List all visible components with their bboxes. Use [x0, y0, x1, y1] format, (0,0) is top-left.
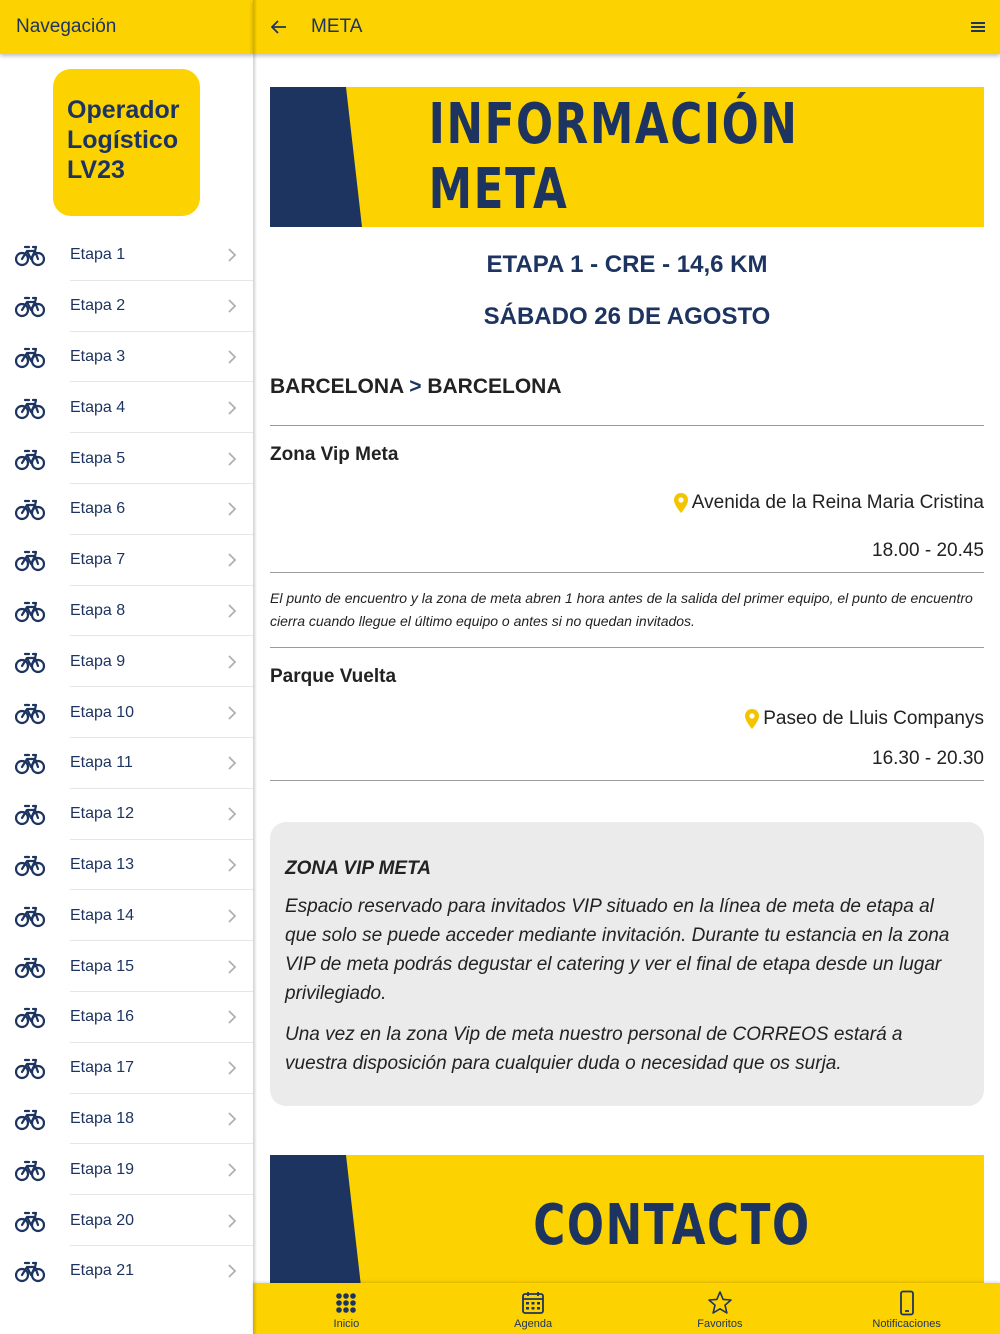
sidebar-item-etapa-1[interactable] — [0, 230, 253, 281]
menu-button[interactable] — [958, 0, 998, 54]
sidebar-item-label: Etapa 13 — [70, 855, 135, 873]
star-icon — [707, 1290, 733, 1316]
chevron-right-icon — [227, 909, 237, 923]
sidebar-item-etapa-17[interactable] — [0, 1043, 253, 1094]
sidebar-item-etapa-5[interactable] — [0, 433, 253, 484]
brand-line-1: Operador — [67, 96, 180, 124]
chevron-right-icon — [227, 807, 237, 821]
chevron-right-icon — [227, 960, 237, 974]
bicycle-icon — [15, 243, 45, 267]
bicycle-icon — [15, 1005, 45, 1029]
zone-title: Parque Vuelta — [270, 666, 397, 687]
sidebar-item-label: Etapa 10 — [70, 703, 135, 721]
drawer-shadow — [253, 0, 257, 1334]
info-box-paragraph: Espacio reservado para invitados VIP situado en la línea de meta de etapa al que solo se puede acceder mediante invitación. Durante tu estancia en la zona VIP de meta podrás degustar el catering y ver el final de etapa desde un lugar privilegiado. — [285, 896, 950, 1004]
bicycle-icon — [15, 396, 45, 420]
banner-title: CONTACTO — [533, 1192, 811, 1258]
chevron-right-icon — [227, 248, 237, 262]
sidebar-item-label: Etapa 12 — [70, 805, 135, 823]
arrow-left-icon — [271, 20, 287, 34]
sidebar-item-etapa-19[interactable] — [0, 1144, 253, 1195]
hamburger-menu-icon — [971, 21, 985, 33]
info-box-paragraph: Una vez en la zona Vip de meta nuestro personal de CORREOS estará a vuestra disposición para cualquier duda o necesidad que os surja. — [285, 1024, 903, 1074]
page-title: META — [311, 16, 363, 37]
sidebar-item-etapa-12[interactable] — [0, 789, 253, 840]
sidebar-item-label: Etapa 8 — [70, 601, 126, 619]
sidebar-item-label: Etapa 11 — [70, 754, 133, 772]
banner-title: INFORMACIÓN META — [428, 92, 799, 222]
chevron-right-icon — [227, 299, 237, 313]
sidebar-item-etapa-15[interactable] — [0, 941, 253, 992]
sidebar-item-label: Etapa 14 — [70, 906, 135, 924]
brand-logo[interactable] — [53, 69, 200, 216]
drawer-title: Navegación — [0, 0, 253, 54]
sidebar-item-etapa-7[interactable] — [0, 535, 253, 586]
tab-notificaciones[interactable] — [813, 1283, 1000, 1334]
sidebar-item-etapa-4[interactable] — [0, 382, 253, 433]
bicycle-icon — [15, 904, 45, 928]
chevron-right-icon — [227, 1010, 237, 1024]
chevron-right-icon — [227, 350, 237, 364]
chevron-right-icon — [227, 502, 237, 516]
stage-list — [0, 230, 253, 1297]
bicycle-icon — [15, 701, 45, 725]
chevron-right-icon — [227, 858, 237, 872]
tab-inicio[interactable] — [253, 1283, 440, 1334]
bicycle-icon — [15, 599, 45, 623]
chevron-right-icon — [227, 756, 237, 770]
bicycle-icon — [15, 548, 45, 572]
chevron-right-icon — [227, 452, 237, 466]
back-button[interactable] — [259, 0, 299, 54]
sidebar-item-label: Etapa 9 — [70, 652, 126, 670]
bicycle-icon — [15, 345, 45, 369]
main-panel — [253, 0, 1000, 1334]
bicycle-icon — [15, 1158, 45, 1182]
sidebar-item-etapa-13[interactable] — [0, 840, 253, 891]
grid-icon — [333, 1290, 359, 1316]
chevron-right-icon — [227, 1112, 237, 1126]
sidebar-item-etapa-6[interactable] — [0, 484, 253, 535]
zone-location-text: Paseo de Lluis Companys — [763, 708, 984, 729]
top-app-bar — [253, 0, 1000, 54]
banner-stripe — [270, 1155, 362, 1295]
sidebar-item-label: Etapa 4 — [70, 398, 126, 416]
sidebar-item-label: Etapa 1 — [70, 246, 126, 264]
bottom-navigation — [253, 1283, 1000, 1334]
bicycle-icon — [15, 853, 45, 877]
sidebar-item-etapa-9[interactable] — [0, 636, 253, 687]
bicycle-icon — [15, 1107, 45, 1131]
zone-hours: 16.30 - 20.30 — [872, 748, 984, 769]
sidebar-item-etapa-10[interactable] — [0, 687, 253, 738]
bicycle-icon — [15, 751, 45, 775]
chevron-right-icon — [227, 1061, 237, 1075]
tab-label: Agenda — [514, 1318, 553, 1330]
contact-banner — [270, 1155, 984, 1295]
sidebar-item-etapa-2[interactable] — [0, 281, 253, 332]
zone-title: Zona Vip Meta — [270, 444, 399, 465]
brand-line-3: LV23 — [67, 156, 125, 184]
bicycle-icon — [15, 1259, 45, 1283]
sidebar-item-etapa-14[interactable] — [0, 890, 253, 941]
bicycle-icon — [15, 802, 45, 826]
info-box-title: ZONA VIP META — [285, 858, 432, 879]
chevron-right-icon — [227, 655, 237, 669]
sidebar-item-label: Etapa 20 — [70, 1211, 135, 1229]
bicycle-icon — [15, 497, 45, 521]
location-pin-icon — [674, 493, 688, 513]
sidebar-item-label: Etapa 16 — [70, 1008, 135, 1026]
location-pin-icon — [745, 709, 759, 729]
sidebar-item-etapa-16[interactable] — [0, 992, 253, 1043]
vip-info-box — [270, 822, 984, 1106]
chevron-right-icon — [227, 1214, 237, 1228]
tab-label: Notificaciones — [872, 1318, 941, 1330]
chevron-right-icon — [227, 1163, 237, 1177]
tab-favoritos[interactable] — [627, 1283, 814, 1334]
zone-location[interactable] — [270, 492, 984, 514]
zone-hours: 18.00 - 20.45 — [872, 540, 984, 561]
chevron-right-icon — [227, 553, 237, 567]
info-meta-banner — [270, 87, 984, 227]
sidebar-item-etapa-8[interactable] — [0, 586, 253, 637]
zone-location-text: Avenida de la Reina Maria Cristina — [691, 492, 984, 513]
route-from: BARCELONA — [270, 375, 404, 398]
sidebar-item-label: Etapa 5 — [70, 449, 126, 467]
stage-date: SÁBADO 26 DE AGOSTO — [483, 303, 771, 330]
sidebar-item-etapa-18[interactable] — [0, 1094, 253, 1145]
chevron-right-icon — [227, 401, 237, 415]
sidebar-item-label: Etapa 19 — [70, 1160, 135, 1178]
tab-label: Favoritos — [697, 1318, 743, 1330]
sidebar-item-etapa-20[interactable] — [0, 1195, 253, 1246]
brand-line-2: Logístico — [67, 126, 179, 154]
sidebar-item-label: Etapa 17 — [70, 1059, 135, 1077]
sidebar-item-label: Etapa 2 — [70, 297, 126, 315]
banner-stripe — [270, 87, 362, 227]
scroll-content[interactable] — [270, 54, 984, 1295]
sidebar-item-label: Etapa 21 — [70, 1262, 135, 1280]
bicycle-icon — [15, 447, 45, 471]
stage-heading: ETAPA 1 - CRE - 14,6 KM — [486, 251, 768, 278]
meeting-point-note: El punto de encuentro y la zona de meta abren 1 hora antes de la salida del primer equipo, el punto de encuentro cierra cuando llegue el último equipo o antes si no quedan invitados. — [270, 590, 973, 629]
sidebar-item-label: Etapa 7 — [70, 551, 126, 569]
bicycle-icon — [15, 650, 45, 674]
sidebar-item-etapa-21[interactable] — [0, 1246, 253, 1297]
zone-location[interactable] — [270, 708, 984, 730]
sidebar-item-label: Etapa 18 — [70, 1109, 135, 1127]
bicycle-icon — [15, 1056, 45, 1080]
chevron-right-icon — [227, 1264, 237, 1278]
calendar-icon — [520, 1290, 546, 1316]
brand-area — [0, 54, 253, 230]
sidebar-item-etapa-11[interactable] — [0, 738, 253, 789]
navigation-drawer — [0, 0, 253, 1334]
sidebar-item-label: Etapa 15 — [70, 957, 135, 975]
bicycle-icon — [15, 1209, 45, 1233]
chevron-right-icon — [227, 706, 237, 720]
tab-agenda[interactable] — [440, 1283, 627, 1334]
bicycle-icon — [15, 955, 45, 979]
sidebar-item-label: Etapa 3 — [70, 347, 126, 365]
route — [270, 375, 984, 399]
route-to: BARCELONA — [427, 375, 562, 398]
chevron-right-icon — [227, 604, 237, 618]
tab-label: Inicio — [333, 1318, 360, 1330]
route-arrow: > — [409, 375, 422, 398]
bicycle-icon — [15, 294, 45, 318]
sidebar-item-label: Etapa 6 — [70, 500, 126, 518]
phone-icon — [894, 1290, 920, 1316]
sidebar-item-etapa-3[interactable] — [0, 332, 253, 383]
